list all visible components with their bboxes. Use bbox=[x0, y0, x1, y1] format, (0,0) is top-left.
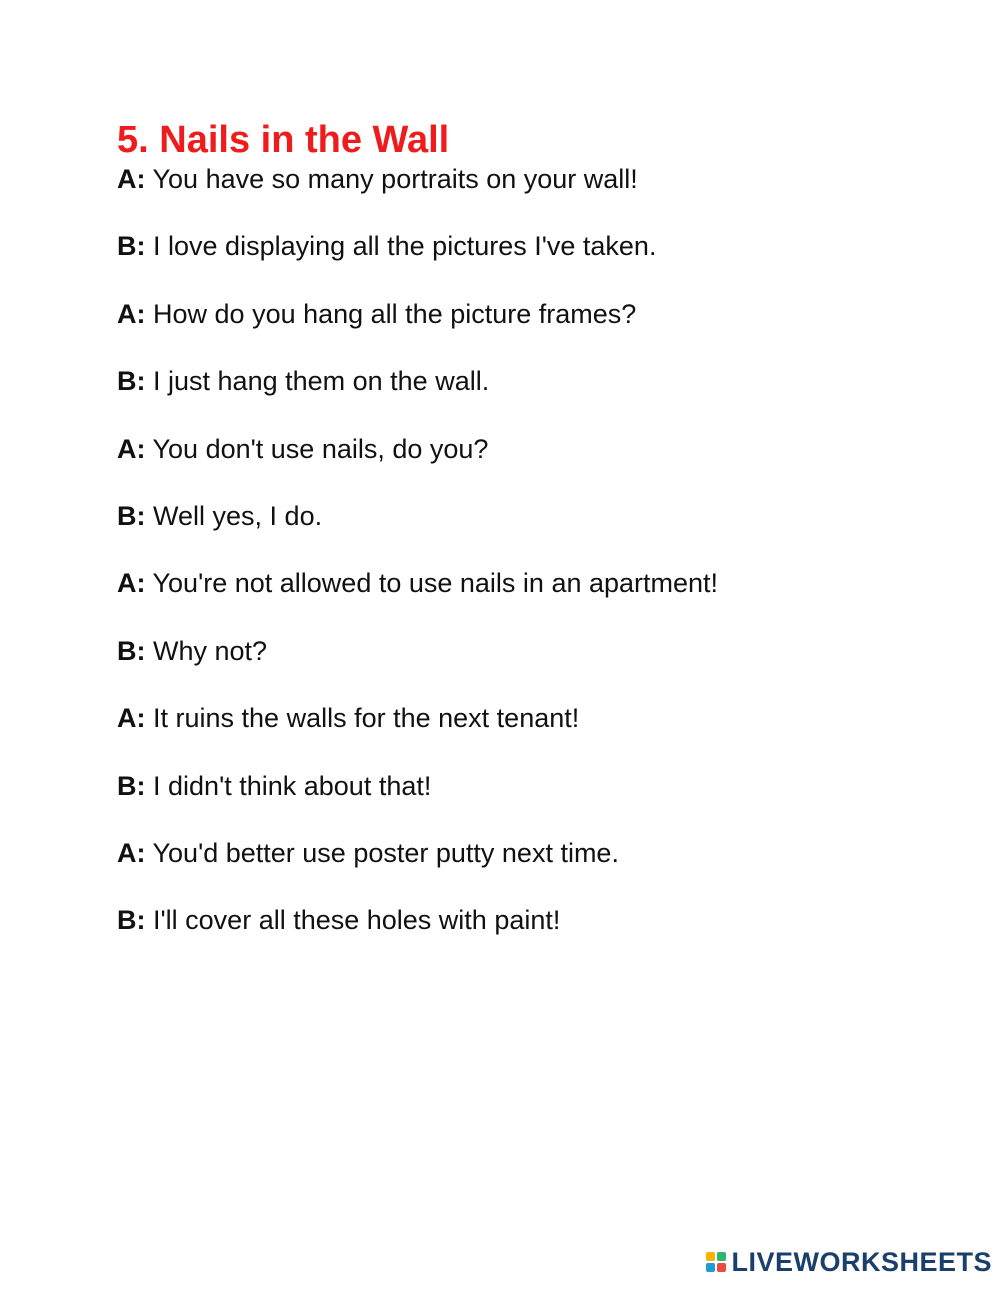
page-title: 5. Nails in the Wall bbox=[117, 119, 450, 161]
dialogue-text: I love displaying all the pictures I've taken. bbox=[153, 231, 657, 262]
dialogue-line bbox=[117, 767, 937, 834]
logo-square bbox=[717, 1263, 726, 1272]
speaker-label: B: bbox=[117, 905, 146, 936]
dialogue-line bbox=[117, 901, 937, 968]
speaker-label: B: bbox=[117, 770, 146, 801]
dialogue-text: I just hang them on the wall. bbox=[153, 366, 490, 397]
dialogue-text: You don't use nails, do you? bbox=[152, 433, 489, 464]
logo-square bbox=[706, 1263, 715, 1272]
dialogue-text: Why not? bbox=[153, 635, 268, 666]
dialogue-line bbox=[117, 834, 937, 901]
speaker-label: A: bbox=[117, 568, 146, 599]
dialogue-line bbox=[117, 295, 937, 362]
dialogue-line bbox=[117, 160, 937, 227]
dialogue-line bbox=[117, 564, 937, 631]
dialogue-text: How do you hang all the picture frames? bbox=[153, 298, 637, 329]
dialogue-list bbox=[117, 160, 937, 969]
speaker-label: B: bbox=[117, 366, 146, 397]
liveworksheets-logo-icon bbox=[706, 1252, 726, 1272]
dialogue-line bbox=[117, 632, 937, 699]
speaker-label: B: bbox=[117, 500, 146, 531]
speaker-label: A: bbox=[117, 298, 146, 329]
dialogue-line bbox=[117, 227, 937, 294]
dialogue-text: I didn't think about that! bbox=[153, 770, 432, 801]
liveworksheets-watermark bbox=[706, 1247, 992, 1277]
speaker-label: A: bbox=[117, 837, 146, 868]
speaker-label: A: bbox=[117, 703, 146, 734]
speaker-label: A: bbox=[117, 433, 146, 464]
speaker-label: B: bbox=[117, 231, 146, 262]
dialogue-text: You're not allowed to use nails in an apartment! bbox=[152, 568, 719, 599]
dialogue-line bbox=[117, 497, 937, 564]
dialogue-text: You'd better use poster putty next time. bbox=[152, 837, 619, 868]
watermark-text: LIVEWORKSHEETS bbox=[731, 1247, 992, 1277]
speaker-label: A: bbox=[117, 164, 146, 194]
dialogue-text: You have so many portraits on your wall! bbox=[152, 164, 638, 194]
speaker-label: B: bbox=[117, 635, 146, 666]
dialogue-line bbox=[117, 362, 937, 429]
dialogue-line bbox=[117, 699, 937, 766]
logo-square bbox=[717, 1252, 726, 1261]
dialogue-text: It ruins the walls for the next tenant! bbox=[153, 703, 580, 734]
logo-square bbox=[706, 1252, 715, 1261]
dialogue-line bbox=[117, 430, 937, 497]
dialogue-text: I'll cover all these holes with paint! bbox=[153, 905, 561, 936]
dialogue-text: Well yes, I do. bbox=[153, 500, 323, 531]
